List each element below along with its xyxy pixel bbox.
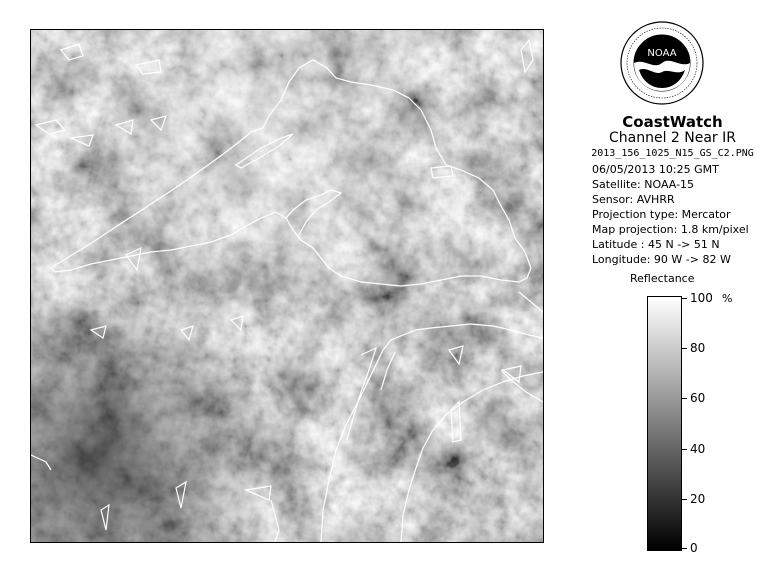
satellite-label: Satellite: NOAA-15 [592,178,695,191]
logo-text: NOAA [647,48,677,59]
channel-title: Channel 2 Near IR [608,130,736,146]
latitude-range: Latitude : 45 N -> 51 N [592,238,720,251]
date-time: 06/05/2013 10:25 GMT [592,163,719,176]
map-svg [31,30,543,542]
tick-label-0: 0 [690,541,698,555]
tick-label-20: 20 [690,492,706,506]
tick-label-80: 80 [690,341,706,355]
tick-label-40: 40 [690,442,706,456]
tick-mark [681,348,687,349]
tick-mark [681,499,687,500]
tick-mark [681,548,687,549]
projection-type: Projection type: Mercator [592,208,731,221]
map-projection: Map projection: 1.8 km/pixel [592,223,749,236]
tick-mark [681,449,687,450]
longitude-range: Longitude: 90 W -> 82 W [592,253,731,266]
brand-title: CoastWatch [622,113,723,131]
colorbar-title: Reflectance [630,272,695,285]
tick-label-60: 60 [690,391,706,405]
sensor-label: Sensor: AVHRR [592,193,675,206]
noaa-logo [619,20,705,106]
colorbar-unit: % [722,292,733,305]
tick-mark [681,398,687,399]
satellite-map[interactable] [30,29,544,543]
tick-label-100: 100 [690,291,713,305]
dark-clear-region [31,30,543,542]
tick-mark [681,298,687,299]
file-name: 2013_156_1025_N15_GS_C2.PNG [591,148,754,159]
colorbar [647,296,682,551]
